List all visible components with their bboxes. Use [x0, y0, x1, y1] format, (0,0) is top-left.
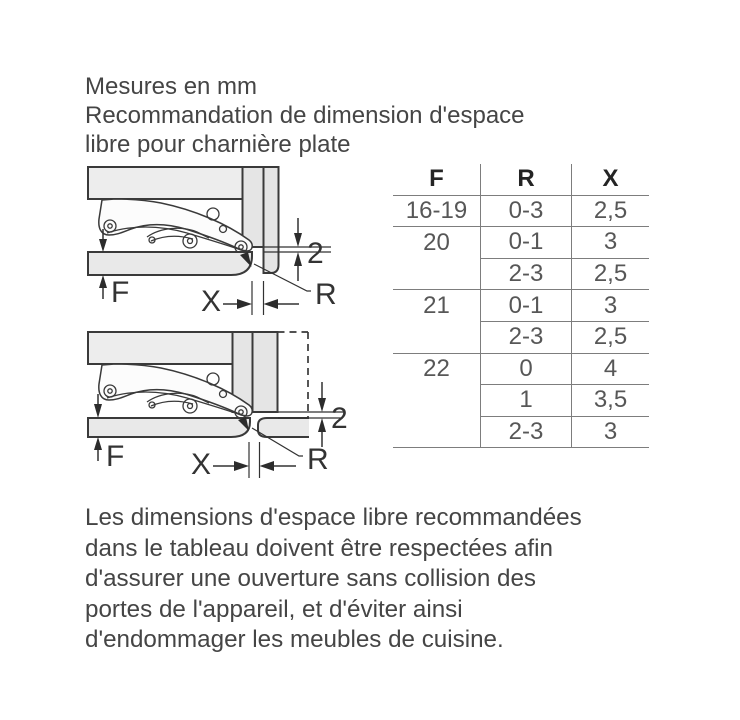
x-label: X [190, 448, 212, 481]
footer-paragraph [85, 503, 582, 656]
arrow-right-icon [237, 299, 252, 309]
table-cell-f: 21 [423, 292, 450, 320]
adjacent-furniture-panel [258, 418, 309, 437]
footer-line: dans le tableau doivent être respectées afin [85, 534, 553, 562]
dimension-table [393, 164, 649, 448]
table-cell-x: 2,5 [571, 322, 649, 354]
table-header-f: F [393, 164, 480, 196]
furniture-front-panel [88, 252, 252, 275]
cabinet-top-panel [88, 167, 243, 199]
f-label: F [106, 440, 125, 473]
footer-line: d'endommager les meubles de cuisine. [85, 626, 504, 654]
table-cell-f [393, 322, 480, 354]
arrow-up-icon [294, 252, 302, 266]
table-cell-f [393, 259, 480, 291]
table-cell-r: 2-3 [480, 417, 571, 449]
x-label: X [200, 285, 222, 318]
table-cell-x: 2,5 [571, 196, 649, 228]
intro-line-recommendation: Recommandation de dimension d'espace [85, 102, 525, 129]
flat-hinge [99, 364, 252, 418]
table-cell-x: 2,5 [571, 259, 649, 291]
table-cell-r: 0-3 [480, 196, 571, 228]
flat-hinge [99, 199, 252, 253]
table-cell-r: 0-1 [480, 227, 571, 259]
arrow-up-icon [94, 437, 102, 450]
r-label: R [315, 278, 337, 311]
furniture-door-panel [243, 167, 264, 247]
table-cell-x: 4 [571, 354, 649, 386]
table-cell-f [393, 417, 480, 449]
footer-line: portes de l'appareil, et d'éviter ainsi [85, 595, 463, 623]
arrow-up-icon [99, 275, 107, 288]
cabinet-top-panel [88, 332, 233, 364]
gap-label: 2 [331, 402, 348, 435]
arrow-right-icon [234, 461, 249, 471]
f-label: F [111, 276, 130, 309]
hinge-diagram-top [85, 163, 337, 321]
table-cell-x: 3 [571, 417, 649, 449]
table-header-x: X [571, 164, 649, 196]
x-extension-lines [252, 281, 264, 315]
hinge-diagram-bottom [85, 328, 370, 488]
table-cell-r: 2-3 [480, 259, 571, 291]
arrow-down-icon [94, 404, 102, 418]
arrow-left-icon [264, 299, 279, 309]
table-cell-f: 22 [423, 355, 450, 383]
footer-line: d'assurer une ouverture sans collision des [85, 565, 536, 593]
arrow-left-icon [260, 461, 275, 471]
table-header-r: R [480, 164, 571, 196]
gap-label: 2 [307, 237, 324, 270]
furniture-front-panel [88, 418, 250, 437]
table-cell-x: 3,5 [571, 385, 649, 417]
intro-line-hinge: libre pour charnière plate [85, 131, 351, 158]
x-extension-lines [249, 442, 260, 478]
appliance-door-panel [264, 167, 279, 273]
table-cell-f: 16-19 [393, 196, 480, 228]
table-cell-r: 2-3 [480, 322, 571, 354]
table-cell-r: 0 [480, 354, 571, 386]
appliance-door-panel [253, 332, 278, 412]
table-cell-f [393, 385, 480, 417]
footer-line: Les dimensions d'espace libre recommandées [85, 504, 582, 531]
r-leader-line [254, 264, 311, 291]
table-cell-r: 1 [480, 385, 571, 417]
table-cell-x: 3 [571, 290, 649, 322]
table-cell-x: 3 [571, 227, 649, 259]
arrow-down-icon [318, 398, 326, 412]
arrow-down-icon [99, 239, 107, 252]
intro-line-units: Mesures en mm [85, 73, 258, 100]
table-cell-f: 20 [423, 228, 450, 256]
arrow-down-icon [294, 233, 302, 247]
table-cell-r: 0-1 [480, 290, 571, 322]
intro-text [85, 72, 525, 159]
arrow-up-icon [318, 418, 326, 432]
r-label: R [307, 443, 329, 476]
